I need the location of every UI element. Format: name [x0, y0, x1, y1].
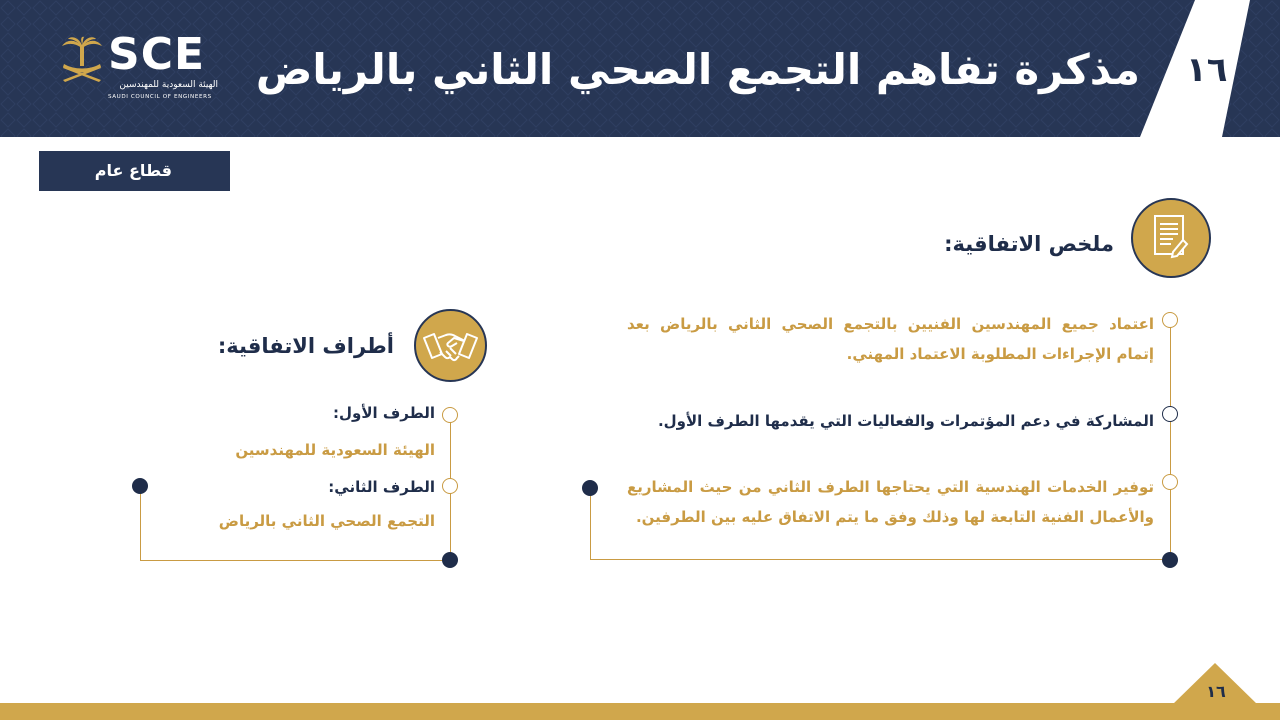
second-party-value: التجمع الصحي الثاني بالرياض [218, 512, 435, 530]
slide-number-bottom: ١٦ [1206, 682, 1226, 701]
second-party-label: الطرف الثاني: [328, 478, 435, 496]
bullet-dot [442, 478, 458, 494]
line-end-dot [1162, 552, 1178, 568]
summary-item-2: المشاركة في دعم المؤتمرات والفعاليات التي يقدمها الطرف الأول. [657, 412, 1154, 430]
handshake-icon [416, 311, 485, 380]
line-end-dot [132, 478, 148, 494]
document-pen-icon [1133, 200, 1209, 276]
bullet-dot [1162, 312, 1178, 328]
summary-icon-circle [1131, 198, 1211, 278]
bullet-dot [442, 407, 458, 423]
parties-icon-circle [414, 309, 487, 382]
header-banner [0, 0, 1280, 137]
bullet-dot [1162, 474, 1178, 490]
parties-bottom-line [140, 560, 450, 561]
first-party-label: الطرف الأول: [332, 404, 435, 422]
summary-left-line [590, 489, 591, 559]
line-end-dot [582, 480, 598, 496]
summary-item-3: توفير الخدمات الهندسية التي يحتاجها الطرف الثاني من حيث المشاريع والأعمال الفنية التابعة لها وذلك وفق ما يتم الاتفاق عليه بين الطرفين. [627, 478, 1154, 526]
footer-bar [0, 703, 1280, 720]
logo-abbreviation: SCE [108, 29, 206, 80]
first-party-value: الهيئة السعودية للمهندسين [235, 441, 435, 459]
summary-vertical-line [1170, 327, 1171, 559]
palm-swords-icon [60, 36, 104, 84]
slide-title: مذكرة تفاهم التجمع الصحي الثاني بالرياض [255, 45, 1140, 94]
logo-english-name: SAUDI COUNCIL OF ENGINEERS [108, 94, 212, 100]
parties-left-line [140, 487, 141, 560]
slide-number-top: ١٦ [1186, 50, 1228, 90]
line-end-dot [442, 552, 458, 568]
sector-badge: قطاع عام [39, 151, 230, 191]
summary-bottom-line [590, 559, 1170, 560]
summary-heading: ملخص الاتفاقية: [944, 232, 1114, 256]
logo-arabic-name: الهيئة السعودية للمهندسين [119, 80, 218, 90]
bullet-dot [1162, 406, 1178, 422]
summary-item-1: اعتماد جميع المهندسين الفنيين بالتجمع الصحي الثاني بالرياض بعد إتمام الإجراءات المطلوبة الاعتماد المهني. [627, 315, 1154, 363]
parties-heading: أطراف الاتفاقية: [217, 334, 394, 358]
